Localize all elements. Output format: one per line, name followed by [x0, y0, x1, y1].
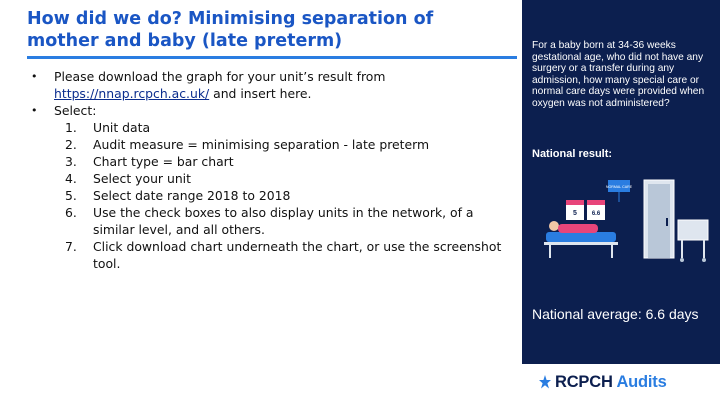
- step-item: [54, 136, 517, 153]
- step-item: [54, 153, 517, 170]
- slide-title: How did we do? Minimising separation of mother and baby (late preterm): [27, 9, 434, 51]
- bed-frame: [544, 242, 618, 245]
- step-number: 4.: [65, 171, 77, 186]
- care-illustration: [526, 172, 716, 272]
- panel-question: For a baby born at 34-36 weeks gestational age, who did not have any surgery or a transfer during any admission, how many special care or normal care days were provided when oxygen was not administered?: [532, 40, 705, 109]
- step-item: [54, 187, 517, 204]
- instructions: [27, 68, 517, 272]
- person-head: [549, 221, 559, 231]
- bullet-download-text: Please download the graph for your unit’s result from: [54, 69, 386, 84]
- side-panel: [522, 0, 720, 364]
- title-divider: [27, 56, 517, 59]
- calendar-left-top: [566, 200, 584, 205]
- steps-list: [54, 119, 517, 272]
- logo-text: [555, 373, 667, 392]
- step-item: [54, 204, 517, 238]
- logo-main: RCPCH: [555, 372, 613, 391]
- step-text: Select date range 2018 to 2018: [93, 188, 291, 203]
- bullet-dot: •: [31, 104, 38, 117]
- care-sign-text: NORMAL CARE: [605, 185, 633, 189]
- calendar-right-top: [587, 200, 605, 205]
- person-body: [558, 224, 598, 233]
- step-text: Audit measure = minimising separation - late preterm: [93, 137, 430, 152]
- bullet-download: [27, 68, 517, 102]
- step-number: 1.: [65, 120, 77, 135]
- logo-accent: Audits: [616, 372, 667, 391]
- cot-wheel: [680, 258, 684, 262]
- calendar-left-value: 5: [573, 210, 577, 217]
- national-result-label: National result:: [532, 148, 613, 160]
- step-number: 2.: [65, 137, 77, 152]
- step-number: 6.: [65, 205, 77, 220]
- step-item: [54, 238, 517, 272]
- step-text: Chart type = bar chart: [93, 154, 234, 169]
- step-text: Use the check boxes to also display units in the network, of a similar level, and all others.: [93, 205, 474, 237]
- national-average: National average: 6.6 days: [532, 306, 699, 322]
- door-handle: [666, 218, 668, 226]
- cot-wheel: [702, 258, 706, 262]
- cot: [678, 220, 708, 240]
- bullet-select-text: Select:: [54, 103, 97, 118]
- step-item: [54, 119, 517, 136]
- step-number: 5.: [65, 188, 77, 203]
- calendar-right-value: 6.6: [591, 211, 601, 217]
- nnap-link[interactable]: https://nnap.rcpch.ac.uk/: [54, 86, 210, 101]
- bullet-select: [27, 102, 517, 119]
- step-text: Unit data: [93, 120, 151, 135]
- step-item: [54, 170, 517, 187]
- bullet-download-after: and insert here.: [209, 86, 312, 101]
- step-number: 7.: [65, 239, 77, 254]
- step-text: Click download chart underneath the chart, or use the screenshot tool.: [93, 239, 502, 271]
- step-number: 3.: [65, 154, 77, 169]
- bed-mattress: [546, 232, 616, 242]
- bullet-dot: •: [31, 70, 38, 83]
- star-icon: [538, 374, 552, 390]
- rcpch-audits-logo: [538, 371, 667, 393]
- step-text: Select your unit: [93, 171, 191, 186]
